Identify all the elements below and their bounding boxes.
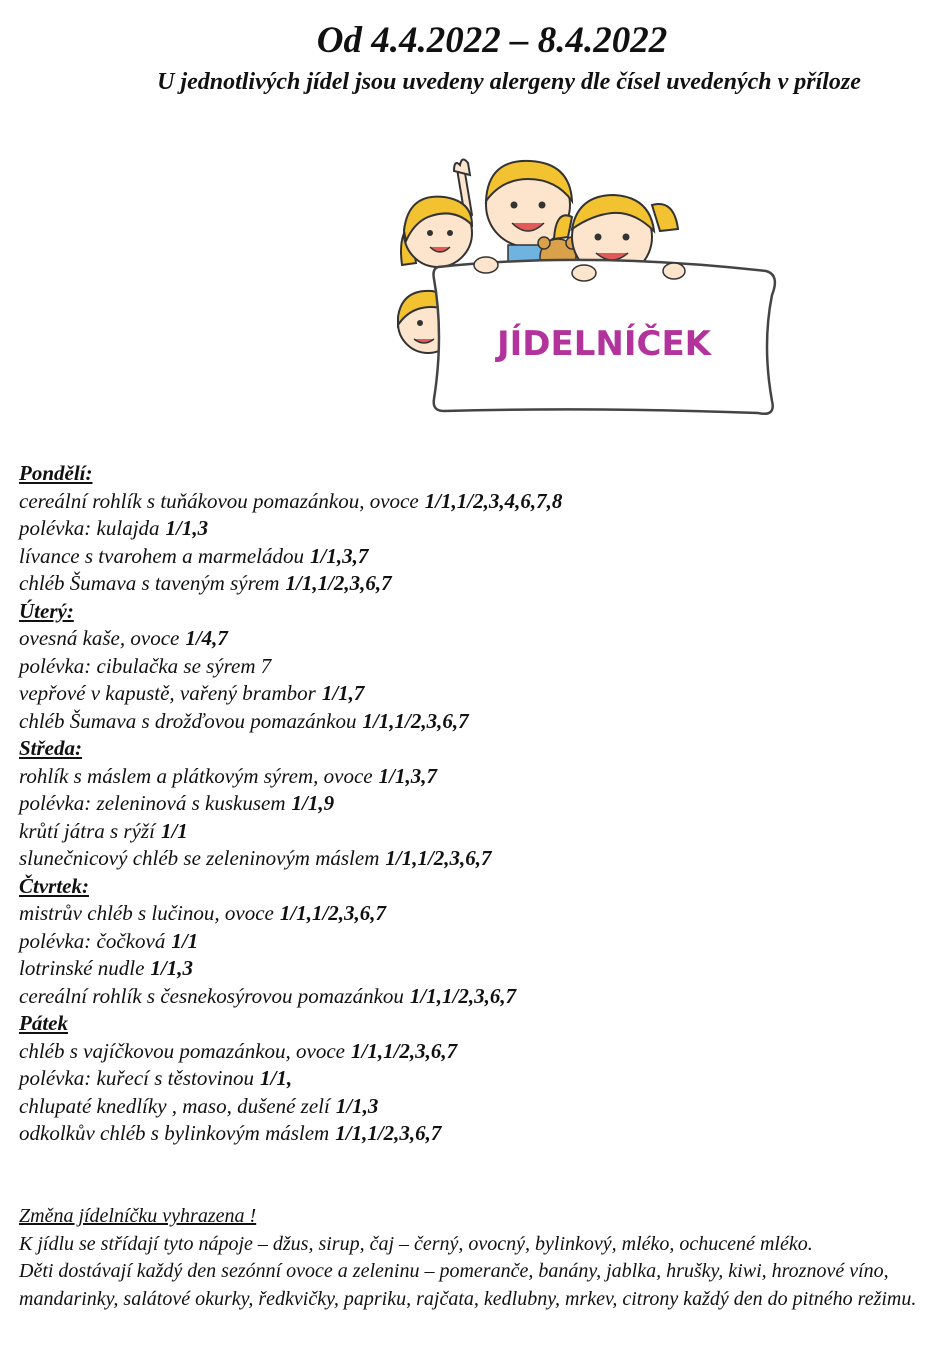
menu-item-text: polévka: kulajda [19, 516, 160, 540]
allergen-codes: 1/1,1/2,3,6,7 [350, 1038, 458, 1063]
menu-item-text: mistrův chléb s lučinou, ovoce [19, 901, 274, 925]
day-heading: Čtvrtek: [19, 873, 89, 898]
allergen-codes: 1/1,3 [165, 516, 209, 540]
allergen-codes: 1/1,1/2,3,4,6,7,8 [424, 488, 563, 513]
allergen-codes: 1/1,3,7 [378, 763, 437, 788]
menu-item [19, 1093, 939, 1121]
day-heading: Pátek [19, 1011, 68, 1035]
allergen-codes: 1/1,9 [291, 791, 335, 815]
menu-item-text: cereální rohlík s česnekosýrovou pomazánkou [19, 983, 404, 1008]
banner-title: JÍDELNÍČEK [496, 324, 712, 364]
allergen-codes: 1/1,3 [335, 1093, 379, 1118]
day-wednesday [19, 735, 939, 873]
allergen-codes: 1/1 [160, 818, 188, 843]
menu-item [19, 570, 939, 598]
allergen-codes: 1/1,1/2,3,6,7 [335, 1121, 442, 1145]
menu-item [19, 818, 939, 846]
day-heading: Pondělí: [19, 461, 93, 485]
day-friday [19, 1010, 939, 1148]
menu-item [19, 790, 939, 818]
menu-item [19, 955, 939, 983]
change-notice: Změna jídelníčku vyhrazena ! [19, 1205, 257, 1227]
allergen-codes: 1/1,1/2,3,6,7 [285, 571, 392, 595]
menu-item [19, 653, 939, 681]
weekly-menu [19, 460, 939, 1148]
menu-item-text: krůtí játra s rýží [19, 818, 155, 843]
menu-date-range: Od 4.4.2022 – 8.4.2022 [316, 20, 668, 61]
menu-item [19, 625, 939, 653]
allergen-codes: 1/1,1/2,3,6,7 [385, 846, 492, 870]
allergen-note: U jednotlivých jídel jsou uvedeny alergeny dle čísel uvedených v příloze [157, 69, 861, 95]
menu-item-text: slunečnicový chléb se zeleninovým máslem [19, 846, 380, 870]
allergen-codes: 1/1 [171, 928, 199, 953]
allergen-codes: 1/1,1/2,3,6,7 [279, 901, 387, 925]
day-heading: Středa: [19, 736, 82, 760]
menu-item-text: odkolkův chléb s bylinkovým máslem [19, 1121, 330, 1145]
menu-item-text: rohlík s máslem a plátkovým sýrem, ovoce [19, 763, 373, 788]
menu-item-text: polévka: kuřecí s těstovinou [19, 1066, 254, 1090]
menu-item-text: chlupaté knedlíky , maso, dušené zelí [19, 1093, 330, 1118]
day-tuesday [19, 598, 939, 736]
menu-item [19, 900, 939, 928]
fruit-note: Děti dostávají každý den sezónní ovoce a zeleninu – pomeranče, banány, jablka, hrušky, kiwi, hroznové víno, mandarinky, salátové okurky, ředkvičky, papriku, rajčata, kedlubny, mrkev, citrony každý den do pitného režimu. [19, 1260, 917, 1310]
allergen-codes: 1/1, [260, 1066, 293, 1090]
menu-item [19, 708, 939, 736]
allergen-codes: 1/4,7 [185, 626, 228, 650]
menu-item-text: chléb Šumava s drožďovou pomazánkou [19, 708, 357, 733]
menu-footer [19, 1203, 944, 1313]
menu-item-text: cereální rohlík s tuňákovou pomazánkou, ovoce [19, 488, 419, 513]
menu-item [19, 845, 939, 873]
menu-item [19, 543, 939, 571]
allergen-codes: 1/1,7 [321, 681, 365, 705]
menu-item [19, 928, 939, 956]
menu-item [19, 488, 939, 516]
menu-item-text: chléb Šumava s taveným sýrem [19, 571, 280, 595]
menu-item-text: polévka: zeleninová s kuskusem [19, 791, 286, 815]
menu-item [19, 1038, 939, 1066]
allergen-codes: 1/1,1/2,3,6,7 [409, 983, 517, 1008]
allergen-codes: 1/1,1/2,3,6,7 [362, 708, 469, 733]
menu-item-text: polévka: cibulačka se sýrem 7 [19, 653, 272, 678]
allergen-codes: 1/1,3 [150, 956, 193, 980]
menu-item-text: lívance s tvarohem a marmeládou [19, 543, 304, 568]
drinks-note: K jídlu se střídají tyto nápoje – džus, sirup, čaj – černý, ovocný, bylinkový, mléko, ochucené mléko. [19, 1232, 813, 1255]
menu-item [19, 763, 939, 791]
menu-item [19, 1120, 939, 1148]
menu-item-text: ovesná kaše, ovoce [19, 626, 180, 650]
day-heading: Úterý: [19, 598, 74, 623]
menu-item [19, 983, 939, 1011]
menu-item-text: polévka: čočková [19, 928, 166, 953]
menu-item-text: chléb s vajíčkovou pomazánkou, ovoce [19, 1038, 345, 1063]
menu-item [19, 1065, 939, 1093]
menu-item [19, 680, 939, 708]
menu-item [19, 515, 939, 543]
kids-banner-illustration [388, 145, 780, 420]
day-thursday [19, 873, 939, 1011]
day-monday [19, 460, 939, 598]
girl-left-figure [401, 197, 472, 267]
allergen-codes: 1/1,3,7 [310, 543, 369, 568]
menu-item-text: lotrinské nudle [19, 956, 145, 980]
menu-item-text: vepřové v kapustě, vařený brambor [19, 681, 316, 705]
